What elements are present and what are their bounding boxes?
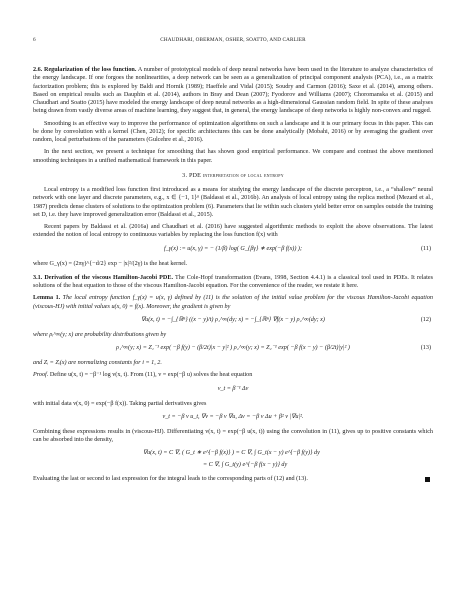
section-3-title: PDE interpretation of local entropy [188, 172, 284, 179]
running-header [33, 36, 433, 45]
section-2-6-text: A number of prototypical models of deep neural networks have been used in the literature to analyze characteristics of the energy landscape. If one forgoes the nonlinearities, a deep network can be seen as a generalization of principal component analysis (PCA), i.e., as a matrix factorization problem; this is explored by Baldi and Hornik (1989); Haeffele and Vidal (2015); Soudry and Carmon (2016); Saxe et al. (2014), among others. Based on empirical results such as Dauphin et al. (2014), authors in Bray and Dean (2007); Fyodorov and Williams (2007); Choromanska et al. (2015) and Chaudhari and Soatto (2015) have modeled the energy landscape of deep neural networks as a high-dimensional Gaussian random field. In spite of these analyses being drawn from vastly diverse areas of machine learning, they suggest that, in general, the energy landscape of deep networks is highly non-convex and rugged. [33, 67, 433, 115]
equation-13 [33, 342, 433, 356]
section-2-6-paragraph-1 [33, 66, 433, 116]
partial-derivatives-body: v_t = −β v u_t, ∇v = −β v ∇u, Δv = −β v Δu + β² v |∇u|². [162, 413, 304, 420]
lemma-1 [33, 294, 433, 311]
equation-13-body: ρ₁^∞(y; x) = Z₁⁻¹ exp( −β f(y) − (β/2t)|x − y|² ) ρ₂^∞(y; x) = Z₂⁻¹ exp( −β f(x − y) − (β/2t)|y|² ) [116, 345, 350, 351]
running-head: CHAUDHARI, OBERMAN, OSHER, SOATTO, AND CARLIER [160, 37, 306, 43]
section-2-6-paragraph-2: Smoothing is an effective way to improve the performance of optimization algorithms on such a landscape and it is our primary focus in this paper. This can be done by convolution with a kernel (Chen, 2012); for specific architectures this can be done analytically (Mobahi, 2016) or by averaging the gradient over random, local perturbations of the parameters (Gulcehre et al., 2016). [33, 120, 433, 143]
equation-11-number: (11) [420, 245, 431, 252]
gradient-derivation [33, 447, 433, 472]
partial-derivatives [33, 411, 433, 425]
section-3-paragraph-2: Recent papers by Baldassi et al. (2016a) and Chaudhari et al. (2016) have suggested algorithmic methods to exploit the above observations. The latest extended the notion of local entropy to continuous variables by replacing the loss function f(x) with [33, 224, 433, 239]
section-3-1-title: 3.1. Derivation of the viscous Hamilton-Jacobi PDE. [33, 274, 173, 281]
section-3-1-paragraph: 3.1. Derivation of the viscous Hamilton-Jacobi PDE. The Cole-Hopf transformation (Evans, 1998, Section 4.4.1) is a classical tool used in PDEs. It relates solutions of the heat equation to those of the viscous Hamilton-Jacobi equation. For the convenience of the reader, we restate it here. [33, 274, 433, 289]
proof-paragraph: Proof. Define u(x, t) = −β⁻¹ log v(x, t). From (11), v = exp(−β u) solves the heat equation [33, 372, 253, 379]
equation-12 [33, 314, 433, 328]
gradient-line-1: ∇u(x, t) = C ∇ₓ ( G_t ∗ e^{−β f(x)} ) = C ∇ₓ ∫ G_t(x − y) e^{−β f(y)} dy [143, 450, 320, 457]
equation-11-body: f_γ(x) := u(x, γ) = − (1/β) log( G_{βγ} ∗ exp(−β f(x)) ); [163, 245, 303, 252]
section-2-6-paragraph-3: In the next section, we present a technique for smoothing that has shown good empirical performance. We compare and contrast the above mentioned smoothing techniques in a unified mathematical framework in this paper. [33, 149, 433, 164]
lemma-where: where ρᵢ^∞(y; x) are probability distributions given by [33, 331, 167, 338]
combine-text: Combining these expressions results in (viscous-HJ). Differentiating v(x, t) = exp(−β u(x, t)) using the convolution in (11), gives up to positive constants which can be absorbed into the density, [33, 428, 433, 443]
equation-13-number: (13) [420, 345, 431, 351]
section-2-6-title: 2.6. Regularization of the loss function. [33, 67, 137, 73]
lemma-1-text: The local entropy function f_γ(x) = u(x, γ) defined by (11) is the solution of the initial value problem for the viscous Hamilton-Jacobi equation (viscous-HJ) with initial values u(x, 0) = f(x). Moreover, the gradient is given by [33, 295, 433, 310]
proof-conclusion: Evaluating the last or second to last expression for the integral leads to the corresponding parts of (12) and (13). [33, 475, 433, 483]
heat-kernel-definition: where G_γ(x) = (2πγ)^{−d/2} exp − |x|²/(2γ) is the heat kernel. [33, 260, 188, 267]
initial-data-text: with initial data v(x, 0) = exp(−β f(x)). Taking partial derivatives gives [33, 400, 207, 407]
section-3-paragraph-1: Local entropy is a modified loss function first introduced as a means for studying the energy landscape of the discrete perceptron, i.e., a “shallow” neural network with one layer and discrete parameters, e.g., x ∈ {−1, 1}ⁿ (Baldassi et al., 2016b). An analysis of local entropy using the replica method (Mezard et al., 1987) predicts dense clusters of solutions to the optimization problem (6). Parameters that lie within such clusters yield better error on samples outside the training set D, i.e. they have improved generalization error (Baldassi et al., 2015). [33, 187, 433, 218]
section-3-heading: 3. PDE interpretation of local entropy [182, 172, 284, 179]
equation-12-body: ∇u(x, t) = −∫_{ℝⁿ} ((x − y)/t) ρ₁^∞(dy; x) = −∫_{ℝⁿ} ∇f(x − y) ρ₂^∞(dy; x) [141, 316, 325, 323]
gradient-line-2: = C ∇ₓ ∫ G_t(y) e^{−β f(x − y)} dy [203, 462, 288, 469]
proof-label: Proof. [33, 372, 49, 379]
heat-equation [33, 383, 433, 397]
equation-12-number: (12) [420, 316, 431, 323]
paper-body [33, 66, 433, 484]
qed-square-icon [425, 477, 430, 482]
page-number: 6 [33, 37, 36, 43]
normalizing-constants: and Zᵢ = Zᵢ(x) are normalizing constants for i = 1, 2. [33, 360, 162, 366]
equation-11 [33, 243, 433, 257]
lemma-1-title: Lemma 1. [33, 295, 61, 302]
heat-equation-body: v_t = β⁻¹ Δv [217, 385, 249, 392]
